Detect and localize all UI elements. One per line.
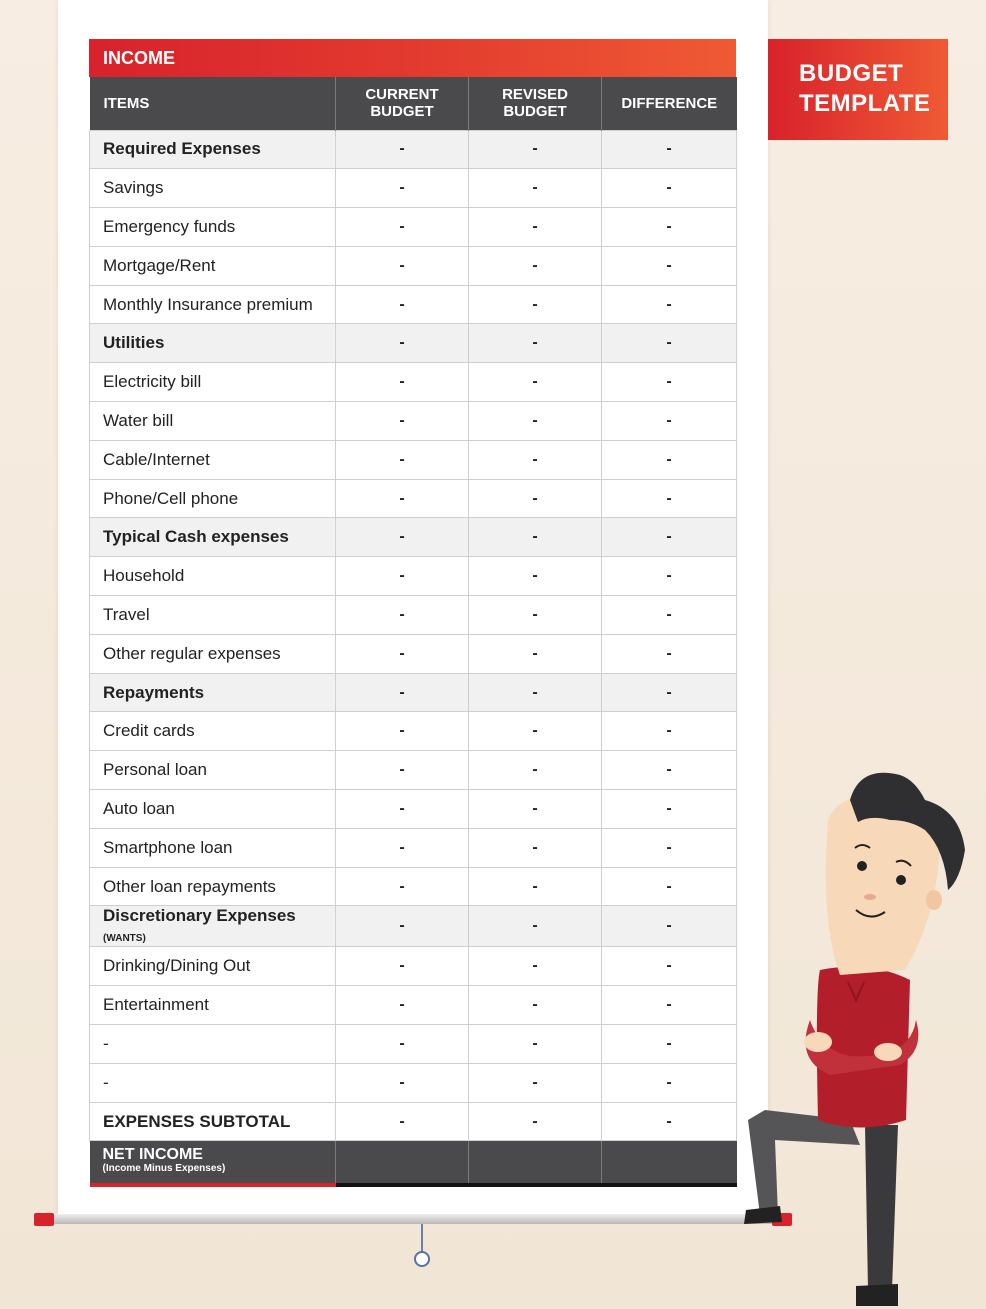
- net-income-subtitle: (Income Minus Expenses): [102, 1163, 226, 1175]
- current-value-cell[interactable]: -: [336, 324, 469, 363]
- current-value-cell[interactable]: -: [336, 208, 469, 247]
- current-value-cell[interactable]: -: [336, 557, 469, 596]
- difference-value-cell[interactable]: -: [602, 828, 737, 867]
- net-income-row: [90, 1141, 737, 1185]
- difference-value-cell[interactable]: -: [602, 986, 737, 1025]
- row-label[interactable]: [90, 790, 336, 829]
- row-label[interactable]: [90, 634, 336, 673]
- difference-value-cell[interactable]: -: [602, 130, 737, 169]
- character-illustration: [720, 760, 986, 1309]
- row-label-text: Drinking/Dining Out: [103, 956, 251, 976]
- revised-value-cell[interactable]: -: [469, 1102, 602, 1141]
- row-label[interactable]: [90, 208, 336, 247]
- character-shoe-right: [856, 1284, 898, 1306]
- row-label[interactable]: [90, 285, 336, 324]
- column-header-items: ITEMS: [90, 77, 336, 130]
- table-row: [90, 208, 737, 247]
- current-value-cell[interactable]: -: [336, 673, 469, 712]
- difference-value-cell[interactable]: -: [602, 712, 737, 751]
- badge-line-2: TEMPLATE: [799, 90, 931, 117]
- table-row: [90, 790, 737, 829]
- current-value-cell[interactable]: -: [336, 518, 469, 557]
- table-row: [90, 947, 737, 986]
- row-label-text: Credit cards: [103, 721, 195, 741]
- net-income-current-cell[interactable]: [336, 1141, 469, 1185]
- row-label-text: Monthly Insurance premium: [103, 294, 313, 314]
- pull-cord: [421, 1224, 423, 1252]
- character-hand-right: [874, 1043, 902, 1061]
- section-row: [90, 673, 737, 712]
- row-label[interactable]: [90, 246, 336, 285]
- table-row: [90, 402, 737, 441]
- current-value-cell[interactable]: -: [336, 712, 469, 751]
- pull-ring-icon[interactable]: [414, 1251, 430, 1267]
- row-label[interactable]: [90, 1063, 336, 1102]
- row-label[interactable]: [90, 557, 336, 596]
- current-value-cell[interactable]: -: [336, 751, 469, 790]
- current-value-cell[interactable]: -: [336, 906, 469, 947]
- revised-value-cell[interactable]: -: [469, 169, 602, 208]
- banner-roller: [36, 1214, 790, 1224]
- row-label-text: Electricity bill: [103, 372, 202, 392]
- difference-value-cell[interactable]: -: [602, 790, 737, 829]
- revised-value-cell[interactable]: -: [469, 324, 602, 363]
- row-label[interactable]: [90, 947, 336, 986]
- difference-value-cell[interactable]: -: [602, 363, 737, 402]
- row-label[interactable]: [90, 828, 336, 867]
- table-row: [90, 596, 737, 635]
- row-label-text: Personal loan: [103, 760, 207, 780]
- character-hand-left: [804, 1032, 832, 1052]
- character-cheek: [864, 894, 876, 900]
- revised-value-cell[interactable]: -: [469, 1063, 602, 1102]
- difference-value-cell[interactable]: -: [602, 751, 737, 790]
- net-income-difference-cell[interactable]: [602, 1141, 737, 1185]
- row-label-text: Mortgage/Rent: [103, 255, 216, 275]
- revised-value-cell[interactable]: -: [469, 440, 602, 479]
- difference-value-cell[interactable]: -: [602, 208, 737, 247]
- net-income-label: [90, 1141, 336, 1185]
- difference-value-cell[interactable]: -: [602, 1102, 737, 1141]
- revised-value-cell[interactable]: -: [469, 673, 602, 712]
- row-label-text: -: [103, 1033, 109, 1053]
- row-label-text: Utilities: [103, 333, 165, 353]
- revised-value-cell[interactable]: -: [469, 867, 602, 906]
- current-value-cell[interactable]: -: [336, 1025, 469, 1064]
- current-value-cell[interactable]: -: [336, 790, 469, 829]
- subtotal-row: [90, 1102, 737, 1141]
- table-row: [90, 828, 737, 867]
- difference-value-cell[interactable]: -: [602, 557, 737, 596]
- budget-template-badge: [768, 39, 948, 140]
- table-row: [90, 557, 737, 596]
- row-label-text: Discretionary Expenses: [103, 906, 296, 926]
- section-row: [90, 906, 737, 947]
- row-label[interactable]: [90, 169, 336, 208]
- difference-value-cell[interactable]: -: [602, 169, 737, 208]
- table-row: [90, 986, 737, 1025]
- row-label-text: Auto loan: [103, 798, 175, 818]
- revised-value-cell[interactable]: -: [469, 285, 602, 324]
- row-label[interactable]: [90, 906, 336, 947]
- current-value-cell[interactable]: -: [336, 130, 469, 169]
- difference-value-cell[interactable]: -: [602, 479, 737, 518]
- table-row: [90, 285, 737, 324]
- row-label[interactable]: [90, 130, 336, 169]
- revised-value-cell[interactable]: -: [469, 712, 602, 751]
- current-value-cell[interactable]: -: [336, 828, 469, 867]
- row-label[interactable]: [90, 867, 336, 906]
- row-label[interactable]: [90, 751, 336, 790]
- table-row: [90, 246, 737, 285]
- row-label[interactable]: [90, 440, 336, 479]
- revised-value-cell[interactable]: -: [469, 130, 602, 169]
- table-row: [90, 1063, 737, 1102]
- row-label[interactable]: [90, 673, 336, 712]
- difference-value-cell[interactable]: -: [602, 440, 737, 479]
- table-row: [90, 169, 737, 208]
- difference-value-cell[interactable]: -: [602, 596, 737, 635]
- current-value-cell[interactable]: -: [336, 363, 469, 402]
- row-label[interactable]: [90, 518, 336, 557]
- row-label-text: Phone/Cell phone: [103, 488, 239, 508]
- revised-value-cell[interactable]: -: [469, 363, 602, 402]
- character-shoe-left: [744, 1206, 782, 1224]
- row-label[interactable]: [90, 986, 336, 1025]
- difference-value-cell[interactable]: -: [602, 1063, 737, 1102]
- table-row: [90, 751, 737, 790]
- table-header-row: [90, 77, 737, 130]
- row-label-text: Smartphone loan: [103, 837, 233, 857]
- section-row: [90, 324, 737, 363]
- revised-value-cell[interactable]: -: [469, 751, 602, 790]
- column-header-difference: DIFFERENCE: [602, 77, 737, 130]
- revised-value-cell[interactable]: -: [469, 906, 602, 947]
- row-label-text: EXPENSES SUBTOTAL: [103, 1111, 291, 1131]
- table-row: [90, 867, 737, 906]
- revised-value-cell[interactable]: -: [469, 518, 602, 557]
- difference-value-cell[interactable]: -: [602, 867, 737, 906]
- revised-value-cell[interactable]: -: [469, 557, 602, 596]
- difference-value-cell[interactable]: -: [602, 634, 737, 673]
- difference-value-cell[interactable]: -: [602, 402, 737, 441]
- current-value-cell[interactable]: -: [336, 867, 469, 906]
- character-ear: [926, 890, 942, 910]
- row-label-text: Other regular expenses: [103, 643, 281, 663]
- difference-value-cell[interactable]: -: [602, 518, 737, 557]
- budget-table: [89, 77, 737, 1187]
- roller-cap-left: [34, 1213, 54, 1226]
- revised-value-cell[interactable]: -: [469, 986, 602, 1025]
- revised-value-cell[interactable]: -: [469, 947, 602, 986]
- difference-value-cell[interactable]: -: [602, 673, 737, 712]
- section-row: [90, 130, 737, 169]
- row-label-text: Household: [103, 566, 185, 586]
- row-label-text: Travel: [103, 604, 150, 624]
- income-header: INCOME: [89, 39, 736, 77]
- character-eye-left: [857, 861, 867, 871]
- section-row: [90, 518, 737, 557]
- row-label-text: Emergency funds: [103, 216, 236, 236]
- row-label-text: Repayments: [103, 682, 205, 702]
- table-row: [90, 440, 737, 479]
- difference-value-cell[interactable]: -: [602, 906, 737, 947]
- row-label[interactable]: [90, 712, 336, 751]
- current-value-cell[interactable]: -: [336, 596, 469, 635]
- current-value-cell[interactable]: -: [336, 986, 469, 1025]
- current-value-cell[interactable]: -: [336, 634, 469, 673]
- difference-value-cell[interactable]: -: [602, 324, 737, 363]
- difference-value-cell[interactable]: -: [602, 947, 737, 986]
- row-label[interactable]: [90, 1102, 336, 1141]
- row-label[interactable]: [90, 1025, 336, 1064]
- row-label-text: -: [103, 1072, 109, 1092]
- row-label-text: Savings: [103, 178, 164, 198]
- revised-value-cell[interactable]: -: [469, 634, 602, 673]
- current-value-cell[interactable]: -: [336, 402, 469, 441]
- revised-value-cell[interactable]: -: [469, 596, 602, 635]
- current-value-cell[interactable]: -: [336, 1063, 469, 1102]
- table-row: [90, 712, 737, 751]
- current-value-cell[interactable]: -: [336, 285, 469, 324]
- difference-value-cell[interactable]: -: [602, 246, 737, 285]
- column-header-revised-budget: REVISED BUDGET: [469, 77, 602, 130]
- revised-value-cell[interactable]: -: [469, 1025, 602, 1064]
- character-front-leg: [865, 1125, 898, 1290]
- row-label[interactable]: [90, 363, 336, 402]
- revised-value-cell[interactable]: -: [469, 208, 602, 247]
- revised-value-cell[interactable]: -: [469, 479, 602, 518]
- revised-value-cell[interactable]: -: [469, 246, 602, 285]
- row-label-text: Water bill: [103, 410, 174, 430]
- row-label[interactable]: [90, 324, 336, 363]
- table-row: [90, 634, 737, 673]
- row-label-text: Cable/Internet: [103, 449, 210, 469]
- net-income-title: NET INCOME: [102, 1146, 203, 1164]
- badge-line-1: BUDGET: [799, 60, 904, 87]
- row-label-text: Required Expenses: [103, 139, 261, 159]
- row-label-text: Other loan repayments: [103, 876, 276, 896]
- net-income-revised-cell[interactable]: [469, 1141, 602, 1185]
- revised-value-cell[interactable]: -: [469, 402, 602, 441]
- current-value-cell[interactable]: -: [336, 246, 469, 285]
- row-label-text: Typical Cash expenses: [103, 527, 289, 547]
- current-value-cell[interactable]: -: [336, 947, 469, 986]
- table-row: [90, 479, 737, 518]
- table-row: [90, 1025, 737, 1064]
- row-label[interactable]: [90, 596, 336, 635]
- difference-value-cell[interactable]: -: [602, 1025, 737, 1064]
- table-row: [90, 363, 737, 402]
- row-label[interactable]: [90, 479, 336, 518]
- revised-value-cell[interactable]: -: [469, 828, 602, 867]
- column-header-current-budget: CURRENT BUDGET: [336, 77, 469, 130]
- current-value-cell[interactable]: -: [336, 440, 469, 479]
- difference-value-cell[interactable]: -: [602, 285, 737, 324]
- row-label[interactable]: [90, 402, 336, 441]
- current-value-cell[interactable]: -: [336, 479, 469, 518]
- revised-value-cell[interactable]: -: [469, 790, 602, 829]
- current-value-cell[interactable]: -: [336, 1102, 469, 1141]
- row-label-text: Entertainment: [103, 995, 209, 1015]
- character-eye-right: [896, 875, 906, 885]
- row-label-suffix: (WANTS): [103, 933, 146, 945]
- current-value-cell[interactable]: -: [336, 169, 469, 208]
